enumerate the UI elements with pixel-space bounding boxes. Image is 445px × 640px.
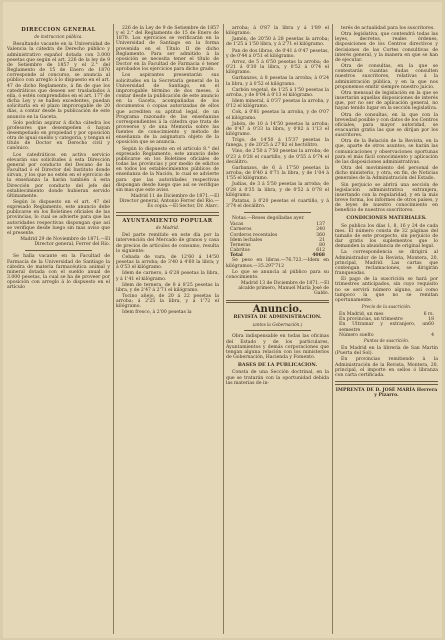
paragraph: Judías, de 3 á 5'50 pesetas la arroba; de 0'28 á 0'35 la libra, y de 0'52 á 0'78 el kilógramo. xyxy=(226,182,329,198)
row-label: Terneras xyxy=(230,242,251,248)
paragraph: Tocino añejo, de 20 á 22 pesetas la arroba; á 2'25 la libra, y á 1'72 el kilógramo. xyxy=(116,294,219,310)
price-value: 60 xyxy=(428,322,434,328)
paragraph: Se peso en libras.—76.723.—Idem en kilógramos.—35.297'712 xyxy=(226,258,329,269)
imprint: IMPRENTA DE D. JOSÉ MARÍA Herrera y Pizarro. xyxy=(335,387,438,398)
column-3 xyxy=(226,26,329,387)
paragraph: Solo podrán aspirar á dicha cátedra los profesores que desempeñen ó hayan desempeñado en propiedad y por oposición otra de igual sueldo y categoría, y tengan el título de Doctor en Derecho civil y canónico. xyxy=(7,120,110,152)
column-divider xyxy=(332,24,333,634)
column-4 xyxy=(335,26,438,398)
price-label: Número suelto xyxy=(339,332,374,338)
anuncio-subtitle: REVISTA DE ADMINISTRACION. xyxy=(233,314,322,321)
price-value: 4 xyxy=(431,332,434,338)
paragraph: Garbanzos, á 8 pesetas la arroba; á 0'24 la libra, y á 0'52 el kilógramo. xyxy=(226,76,329,87)
table-title: Notas.—Reses degolladas ayer. xyxy=(232,216,305,222)
price-value: 6 rs. xyxy=(423,312,434,318)
signature: Madrid 13 de Diciembre de 1871.—El alcalde primero, Manuel María José de Galdo. xyxy=(238,281,329,297)
row-label: Carneros xyxy=(230,227,252,233)
row-value: 80 xyxy=(319,242,325,248)
paragraph: Según lo dispuesto en el art. 47 del expresado Reglamento, este anuncio debe publicarse en los Boletines oficiales de las provincias, lo cual se advierte para que las autoridades respectivas dispongan que así se verifique desde luego sin mas aviso que el presente. xyxy=(7,200,110,236)
paragraph: terés de actualidad para los suscritores. xyxy=(341,26,435,31)
row-value: 137 xyxy=(316,222,325,228)
paragraph: Otra mensual de legislación en la que se insertarán aquellas disposiciones de interés que, por no ser de aplicación general, no hayan tenido lugar en la sección legislativa. xyxy=(335,90,438,112)
paragraph: La correspondencia se dirigirá al Administrador de la Revista, Montera, 20, principal, Madrid. Las cartas que contengan reclamaciones, se dirigirán franqueadas. xyxy=(335,250,438,277)
paragraph: Se halla vacante en la Facultad de Farmacia de la Universidad de Santiago la cátedra de materia farmacéutica animal y mineral dotada con el sueldo anual de 3.000 pesetas, la cual se ha de proveer por oposición con arreglo á lo dispuesto en el artículo xyxy=(7,254,110,291)
price-label: En provincias, un trimestre xyxy=(339,317,403,323)
row-label: Cabritos xyxy=(230,248,250,254)
paragraph: Carbón vegetal, de 1'25 á 1'50 pesetas la arroba, y de 0'04 á 0'13 el kilógramo. xyxy=(226,87,329,98)
paragraph: 226 de la Ley de 9 de Setiembre de 1857 y el 2.° del Reglamento de 15 de Enero de 1870. Los ejercicios se verificarán en la Universidad de Santiago en la forma prevenida en el Título II de dicho Reglamento. Para ser admitido á la oposición se necesita tener el título de Doctor en la Facultad de Farmacia ó tener aprobados los ejercicios para dicho grado. xyxy=(116,26,219,73)
anuncio-subtitle-2: (antes la Gobernación.) xyxy=(252,322,303,328)
signature: Madrid 11 de Diciembre de 1871.—El Director general, Antonio Ferrer del Río.—Es copia.—El Sector, Dr. Alarc. xyxy=(119,194,219,210)
paragraph: Otra de la Relación de la Revista, en la que, aparte de otros asuntos, se harán las comunicaciones y observaciones oportunas para el más fácil conocimiento y aplicación de las disposiciones administrativas. xyxy=(335,139,438,165)
paragraph: Obra indispensable en todas las oficinas del Estado y de los particulares, Ayuntamientos y demás corporaciones que tengan alguna relación con los ministerios de Gobernación, Hacienda y Fomento. xyxy=(226,334,329,361)
section-title: BASES DE LA PUBLICACION. xyxy=(237,362,318,369)
paragraph: Otra de consultas, en la que con la brevedad posible y con datos de los Centros oficiales, para mayor autoridad, se evacuarán gratis las que se dirijan por los suscritores. xyxy=(335,112,438,139)
paragraph: Idem fresco, á 2'00 pesetas la xyxy=(122,310,192,316)
double-rule xyxy=(226,300,329,304)
section-subtitle: de Madrid. xyxy=(155,225,180,231)
paragraph: Jamón, de 20'50 á 28 pesetas la arroba; de 1'25 á 1'50 libra, y á 2'71 el kilógramo. xyxy=(226,37,329,48)
paragraph: Idem mineral, á 0'37 pesetas la arroba, y 0'12 el kilógramo. xyxy=(226,99,329,110)
paragraph: arroba; á 0'87 la libra y á 1'89 el kilógramo. xyxy=(226,26,329,37)
paragraph: Idem de carnero, á 6'28 pesetas la libra, y á 1'41 el kilógramo. xyxy=(116,271,219,282)
price-value: 18 xyxy=(428,317,434,323)
separator xyxy=(25,250,92,251)
paragraph: Idem de ternera, de 8 á 8'25 pesetas la libra, y de 2'47 á 2'71 el kilógramo. xyxy=(116,282,219,293)
anuncio-title: Anuncio. xyxy=(252,304,303,315)
double-rule xyxy=(335,381,438,385)
column-1 xyxy=(7,26,110,292)
paragraph: Sin perjuicio se abrirá una sección de legislación administrativa extranjera, insertando con la regularidad, y en la más breve forma, los informes de otros países, y de leyes de nuestro conocimiento en beneficio de nuestros suscritores. xyxy=(335,182,438,214)
paragraph: El pago de la suscrición se hará por trimestres anticipados, sin cuyo requisito no se servirá número alguno, así como tampoco la que no se remitan oportunamente. xyxy=(335,277,438,303)
paragraph: Patatas, á 0'20 pesetas el cuartillo, y á 3'74 el decálitro. xyxy=(226,198,329,209)
paragraph: Jabón, de 10 á 14'50 pesetas la arroba; de 0'47 á 0'33 la libra, y 0'82 á 1'13 el kilógramo. xyxy=(226,121,329,137)
column-divider xyxy=(113,24,114,634)
separator xyxy=(244,330,311,331)
row-label: Corderos recentales xyxy=(230,232,278,238)
paragraph: Consta de una Sección doctrinal, en la que se tratarán con la oportunidad debida las materias de in- xyxy=(226,370,329,386)
section-title: DIRECCION GENERAL xyxy=(21,27,96,33)
paragraph: Del parte remitido en este día por la intervención del Mercado de granos y casa de precios de artículos de consumo, resulta lo siguiente: xyxy=(116,233,219,254)
column-2 xyxy=(116,26,219,317)
row-value: 612 xyxy=(316,248,325,254)
total-value: 4068 xyxy=(312,253,325,259)
row-label: Idem lechales xyxy=(230,237,263,243)
paragraph: Garbanzos, de 6 á 17'50 pesetas la arroba; de 0'40 á 0'71 la libra, y de 1'04 á 1'55 el kilógramo. xyxy=(226,165,329,182)
paragraph: Arroz, de 5 á 6'50 pesetas la arroba; de 0'21 á 0'30 la libra, y 0'52 á 0'74 el kilógramo. xyxy=(226,59,329,76)
paragraph: Vino, de 2'50 á 7'50 pesetas la arroba; de 0'23 á 0'28 el cuartillo, y de 0'55 á 0'74 el decálitro. xyxy=(226,149,329,165)
signature: Madrid 29 de Noviembre de 1871.—El Director general, Ferrer del Río. xyxy=(20,237,110,248)
paragraph: Pan de dos libras, de 0'41 á 0'47 pesetas, y de 0'44 á 0'51 el kilógramo. xyxy=(226,48,329,59)
column-divider xyxy=(223,24,224,634)
total-label: Total xyxy=(230,253,243,259)
section-subtitle: de instruccion pública. xyxy=(34,34,83,40)
paragraph: Cebada de vara, de 12'60 á 14'50 pesetas la arroba; de 3'40 á 4'60 la libra; y á 0'53 el kilógramo. xyxy=(116,254,219,271)
price-label: En Madrid, un mes xyxy=(339,312,384,318)
paragraph: Los catedráticos en activo servicio elevarán sus solicitudes á esta Dirección general por conducto del Decano de la Facultad ó el Director del Instituto donde sirvan, y los que no estén en el ejercicio de la enseñanza la harán también á esta Dirección por conducto del jefe del establecimiento donde hubieran servido últimamente. xyxy=(7,152,110,199)
paragraph: Según lo dispuesto en el artículo 8.° del expresado Reglamento, este anuncio debe publicarse en los Boletines oficiales de todas las provincias y por medio de edictos en todos los establecimientos públicos de enseñanza de la Nación, lo cual se advierte para que las autoridades respectivas dispongan desde luego que así se verifique sin mas que este aviso. xyxy=(116,146,219,193)
price-title: Precio de la suscrición. xyxy=(361,303,412,309)
paragraph: Resultando vacante en la Universidad de Valencia la cátedra de Derecho público y administrativo español dotada con 3.000 pesetas que según el art. 226 de la ley de 9 de Setiembre de 1857 y el 2.° del Reglamento de 15 de Enero de 1870 corresponde al concurso, se anuncia al público con arreglo á lo dispuesto en el art. 47 de dicho Reglamento, á fin de que los catedráticos que deseen ser trasladados á ella, ó estén comprendidos en el art. 177 de dicha Ley y se hallen excedentes, puedan solicitarla en el plazo improrogable de 20 días, a contar desde la publicación de este anuncio en la Gaceta. xyxy=(7,42,110,120)
row-value: 240 xyxy=(316,227,325,233)
paragraph: Se publica los días 1, 8, 16 y 24 de cada mes. El número consta de 32 páginas del tamaño de este prospecto, sin perjuicio de dar gratis los suplementos que lo demanden la abundancia de original legal. xyxy=(335,223,438,250)
price-row xyxy=(335,322,438,332)
paragraph: En provincias remitiendo á la Administración de la Revista, Montera, 20, principal, el importe en sellos ó libranza con carta certificada. xyxy=(335,357,438,378)
separator xyxy=(244,212,311,213)
paragraph: Otra del movimiento del personal de dicho ministerio, y otra, en fin, de Noticias generales de la Administración del Estado. xyxy=(335,166,438,182)
row-value: 360 xyxy=(316,232,325,238)
paragraph: Otra legislativa, que contendrá todas las leyes, decretos, reales órdenes, disposiciones de los Centros directivos y decisiones de las Cortes consultivas de interés general, y la manera en que se han de ejecutar. xyxy=(335,32,438,63)
paragraph: Cok, á 0'81 pesetas la arroba, y de 0'07 el kilógramo. xyxy=(226,110,329,121)
section-title: AYUNTAMIENTO POPULAR xyxy=(122,217,213,224)
paragraph: Otra de consultas, en la que se contestarán cuantas dudas consulten nuestros suscritores, relativas á la administración pública, y en la que nos proponemos emitir siempre nuestro juicio. xyxy=(335,64,438,90)
newspaper-page xyxy=(3,2,442,638)
paragraph: Lo que se anuncia al público para su conocimiento. xyxy=(226,269,329,280)
paragraph: En Madrid en la librería de San Martín (Puerta del Sol). xyxy=(335,346,438,357)
row-value: 21 xyxy=(319,237,325,243)
section-title: CONDICIONES MATERIALES. xyxy=(346,215,427,222)
row-label: Vacas xyxy=(230,222,244,228)
double-rule xyxy=(116,212,219,216)
price-note: Puntos de suscrición. xyxy=(363,337,410,343)
price-label: En Ultramar y extranjero, un semestre xyxy=(339,322,429,333)
paragraph: Trigo, de 14'50 á 15'37 pesetas la fanega, y de 20'25 á 27'82 el hectólitro. xyxy=(226,138,329,149)
paragraph: Los aspirantes presentarán sus solicitudes en la Secretaría general de la Universidad de Santiago, en el improrogable término de dos meses, á contar desde la publicación de este anuncio en la Gaceta, acompañadas de los documentos ó copias autorizadas de ellos que acrediten su aptitud legal, de un Programa razonado de las enseñanzas correspondientes á la cátedra que trata de proveerse y de una Memoria sobre las fuentes de conocimiento y método de enseñanza de la asignatura objeto de la oposición que se anuncia. xyxy=(116,73,219,146)
